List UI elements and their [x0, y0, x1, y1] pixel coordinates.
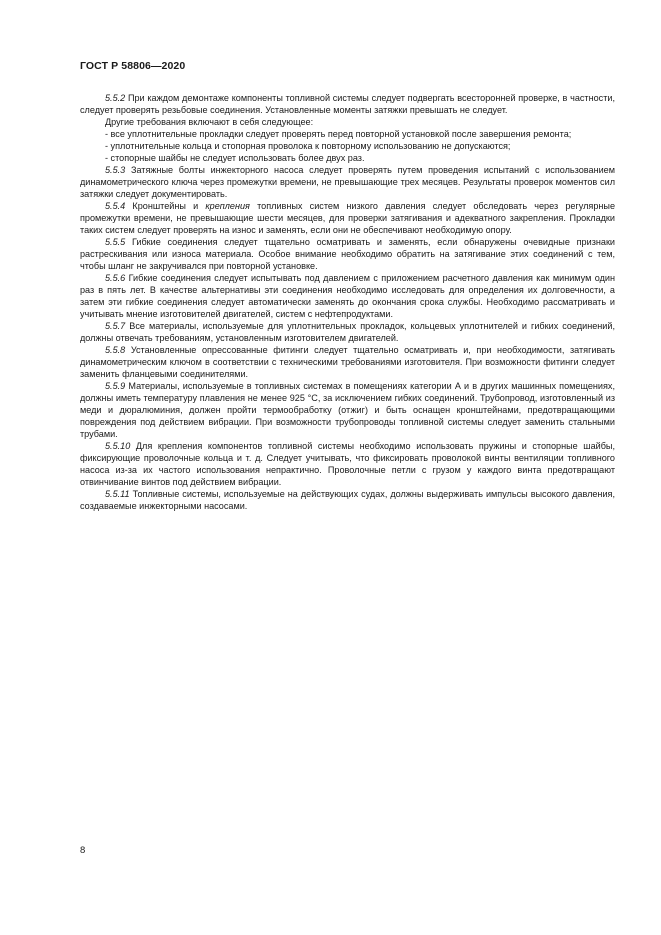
paragraph-text: Другие требования включают в себя следующее:: [105, 117, 314, 127]
clause-number: 5.5.6: [105, 273, 126, 283]
clause-number: 5.5.11: [105, 489, 130, 499]
emphasis-text: крепления: [205, 201, 250, 211]
clause-number: 5.5.10: [105, 441, 131, 451]
clause-number: 5.5.9: [105, 381, 126, 391]
page-number: 8: [80, 845, 86, 856]
paragraph-5-5-2: [80, 92, 615, 116]
paragraph-text: Все материалы, используемые для уплотнительных прокладок, кольцевых уплотнителей и гибких соединений, должны отвечать требованиям, установленным изготовителем двигателей.: [80, 321, 615, 343]
paragraph-5-5-4: [80, 200, 615, 236]
paragraph-5-5-7: [80, 320, 615, 344]
paragraph-requirements-intro: [80, 116, 615, 128]
paragraph-text: Материалы, используемые в топливных системах в помещениях категории А и в других машинных помещениях, должны иметь температуру плавления не менее 925 °С, за исключением гибких соединений. Трубопровод, изготовленный из меди и дюралюминия, должен пройти термообработку (отжиг) и быть оснащен кронштейнами, предотвращающими повреждения под действием вибрации. При возможности трубопроводы топливной системы следует заменить стальными трубами.: [80, 381, 615, 439]
clause-number: 5.5.4: [105, 201, 126, 211]
paragraph-5-5-6: [80, 272, 615, 320]
document-body: [80, 92, 615, 512]
paragraph-text: Гибкие соединения следует тщательно осматривать и заменять, если обнаружены очевидные признаки растрескивания или износа материала. Особое внимание необходимо обратить на затягивание этих соединений с тем, чтобы шланг не закручивался при повторной установке.: [80, 237, 615, 271]
paragraph-5-5-5: [80, 236, 615, 272]
clause-number: 5.5.7: [105, 321, 126, 331]
list-item: [80, 152, 615, 164]
paragraph-text: топливных систем низкого давления следует обследовать через регулярные промежутки времени, не превышающие шести месяцев, для проверки затягивания и адекватного закрепления. Прокладки таких систем следует проверять на износ и заменять, если они не обеспечивают необходимую опору.: [80, 201, 615, 235]
paragraph-text: Для крепления компонентов топливной системы необходимо использовать пружины и стопорные шайбы, фиксирующие проволочные кольца и т. д. Следует учитывать, что фиксировать проволокой винты вентиляции топливного насоса из-за их частого использования непрактично. Проволочные петли с грузом у каждого винта предотвращают отвинчивание винтов под действием вибрации.: [80, 441, 615, 487]
paragraph-text: Затяжные болты инжекторного насоса следует проверять путем проведения испытаний с использованием динамометрического ключа через промежутки времени, не превышающие трех месяцев. Результаты проверок моментов сил затяжки следует документировать.: [80, 165, 615, 199]
document-header: ГОСТ Р 58806—2020: [80, 60, 186, 72]
list-item: [80, 128, 615, 140]
paragraph-text: Установленные опрессованные фитинги следует тщательно осматривать и, при необходимости, затягивать динамометрическим ключом в соответствии с техническими требованиями изготовителя. При возможности фитинги следует заменить фланцевыми соединителями.: [80, 345, 615, 379]
list-item-text: - стопорные шайбы не следует использовать более двух раз.: [105, 153, 365, 163]
paragraph-text: При каждом демонтаже компоненты топливной системы следует подвергать всесторонней проверке, в частности, следует проверять резьбовые соединения. Установленные моменты затяжки превышать не следует.: [80, 93, 615, 115]
paragraph-5-5-11: [80, 488, 615, 512]
paragraph-5-5-3: [80, 164, 615, 200]
paragraph-text: Гибкие соединения следует испытывать под давлением с приложением расчетного давления как минимум один раз в пять лет. В качестве альтернативы эти соединения необходимо исследовать для определения их долговечности, а затем эти гибкие соединения следует автоматически заменять до окончания срока службы. Необходимо рассматривать и учитывать мнение изготовителей двигателей, систем с нефтепродуктами.: [80, 273, 615, 319]
paragraph-5-5-9: [80, 380, 615, 440]
paragraph-5-5-10: [80, 440, 615, 488]
list-item-text: - уплотнительные кольца и стопорная проволока к повторному использованию не допускаются;: [105, 141, 511, 151]
paragraph-text: Кронштейны и: [125, 201, 206, 211]
clause-number: 5.5.8: [105, 345, 126, 355]
list-item: [80, 140, 615, 152]
list-item-text: - все уплотнительные прокладки следует проверять перед повторной установкой после завершения ремонта;: [105, 129, 572, 139]
clause-number: 5.5.3: [105, 165, 126, 175]
paragraph-text: Топливные системы, используемые на действующих судах, должны выдерживать импульсы высокого давления, создаваемые инжекторными насосами.: [80, 489, 615, 511]
clause-number: 5.5.2: [105, 93, 126, 103]
paragraph-5-5-8: [80, 344, 615, 380]
clause-number: 5.5.5: [105, 237, 126, 247]
